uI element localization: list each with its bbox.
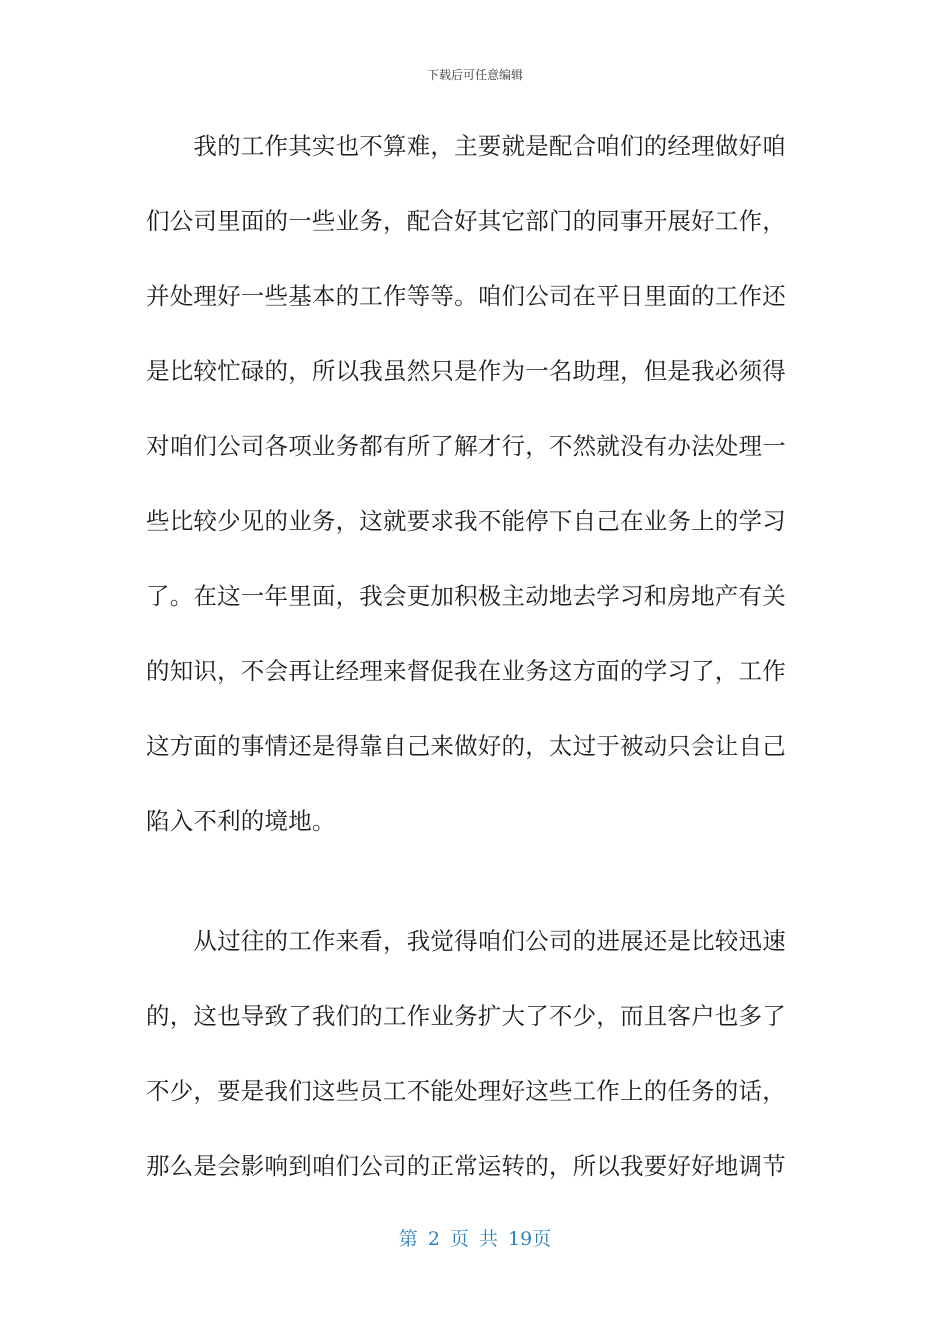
text-line: 我的工作其实也不算难，主要就是配合咱们的经理做好咱 [146, 132, 786, 160]
document-body [146, 122, 796, 1217]
text-line: 从过往的工作来看，我觉得咱们公司的进展还是比较迅速 [146, 927, 786, 955]
text-line: 是比较忙碌的，所以我虽然只是作为一名助理，但是我必须得 [146, 357, 786, 385]
text-line: 些比较少见的业务，这就要求我不能停下自己在业务上的学习 [146, 507, 786, 535]
page-number-footer: 第 2 页 共 19页 [398, 1228, 552, 1250]
text-line: 陷入不利的境地。 [146, 807, 336, 835]
text-line: 这方面的事情还是得靠自己来做好的，太过于被动只会让自己 [146, 732, 786, 760]
text-line: 们公司里面的一些业务，配合好其它部门的同事开展好工作， [146, 207, 786, 235]
text-line: 那么是会影响到咱们公司的正常运转的，所以我要好好地调节 [146, 1152, 786, 1180]
text-line: 的，这也导致了我们的工作业务扩大了不少，而且客户也多了 [146, 1002, 786, 1030]
text-line: 的知识，不会再让经理来督促我在业务这方面的学习了，工作 [146, 657, 786, 685]
text-line: 并处理好一些基本的工作等等。咱们公司在平日里面的工作还 [146, 282, 786, 310]
text-line: 不少，要是我们这些员工不能处理好这些工作上的任务的话， [146, 1077, 786, 1105]
paragraph-2 [146, 917, 796, 1217]
text-line: 了。在这一年里面，我会更加积极主动地去学习和房地产有关 [146, 582, 786, 610]
paragraph-spacer [146, 872, 796, 917]
page-header: 下载后可任意编辑 [426, 68, 523, 82]
text-line: 对咱们公司各项业务都有所了解才行，不然就没有办法处理一 [146, 432, 786, 460]
paragraph-1 [146, 122, 796, 872]
